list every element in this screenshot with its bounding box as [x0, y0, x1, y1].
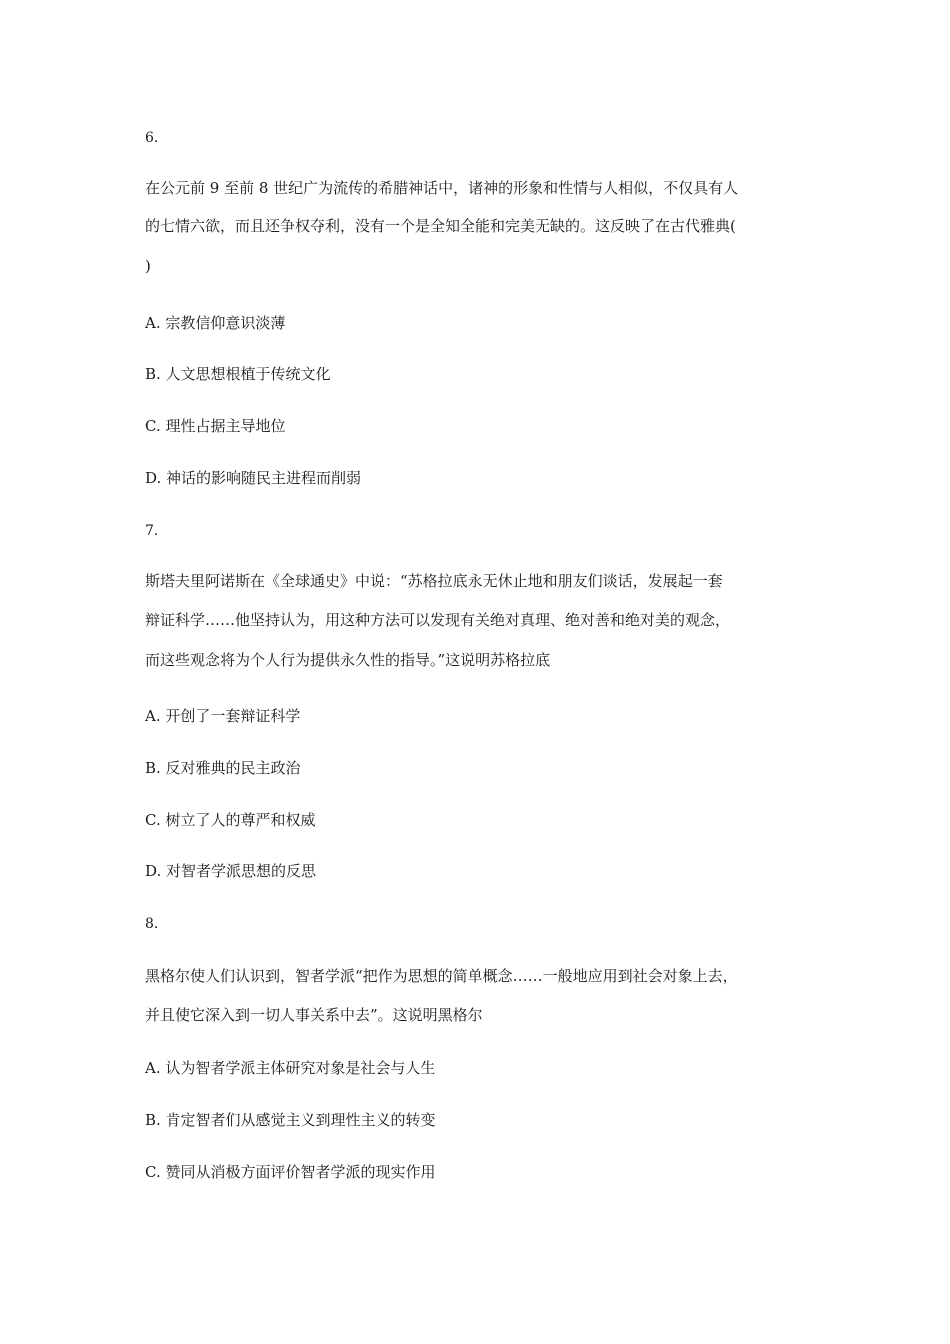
question-8-stem-line-2: 并且使它深入到一切人事关系中去”。这说明黑格尔	[145, 1006, 483, 1024]
question-8-number: 8.	[145, 916, 159, 932]
question-8-option-a: A. 认为智者学派主体研究对象是社会与人生	[145, 1059, 436, 1077]
question-6-option-c: C. 理性占据主导地位	[145, 417, 286, 435]
question-7-number: 7.	[145, 523, 159, 539]
question-6-option-d: D. 神话的影响随民主进程而削弱	[145, 469, 362, 487]
question-7-stem-line-3: 而这些观念将为个人行为提供永久性的指导。”这说明苏格拉底	[145, 651, 551, 669]
question-8-option-c: C. 赞同从消极方面评价智者学派的现实作用	[145, 1163, 436, 1181]
question-6-stem-line-2: 的七情六欲，而且还争权夺利，没有一个是全知全能和完美无缺的。这反映了在古代雅典(	[145, 217, 736, 235]
question-6-stem-line-3: )	[145, 257, 151, 275]
question-6-option-a: A. 宗教信仰意识淡薄	[145, 314, 286, 332]
question-6-stem-line-1: 在公元前 9 至前 8 世纪广为流传的希腊神话中，诸神的形象和性情与人相似，不仅具有人	[145, 179, 739, 197]
question-6-number: 6.	[145, 130, 159, 146]
question-8-stem-line-1: 黑格尔使人们认识到，智者学派“把作为思想的简单概念……一般地应用到社会对象上去，	[145, 967, 738, 985]
question-7-option-d: D. 对智者学派思想的反思	[145, 862, 317, 880]
question-7-option-b: B. 反对雅典的民主政治	[145, 759, 301, 777]
question-7-stem-line-2: 辩证科学……他坚持认为，用这种方法可以发现有关绝对真理、绝对善和绝对美的观念，	[145, 611, 731, 629]
question-6-option-b: B. 人文思想根植于传统文化	[145, 365, 331, 383]
question-7-option-c: C. 树立了人的尊严和权威	[145, 811, 316, 829]
question-7-option-a: A. 开创了一套辩证科学	[145, 707, 301, 725]
question-8-option-b: B. 肯定智者们从感觉主义到理性主义的转变	[145, 1111, 436, 1129]
question-7-stem-line-1: 斯塔夫里阿诺斯在《全球通史》中说：“苏格拉底永无休止地和朋友们谈话，发展起一套	[145, 572, 723, 590]
